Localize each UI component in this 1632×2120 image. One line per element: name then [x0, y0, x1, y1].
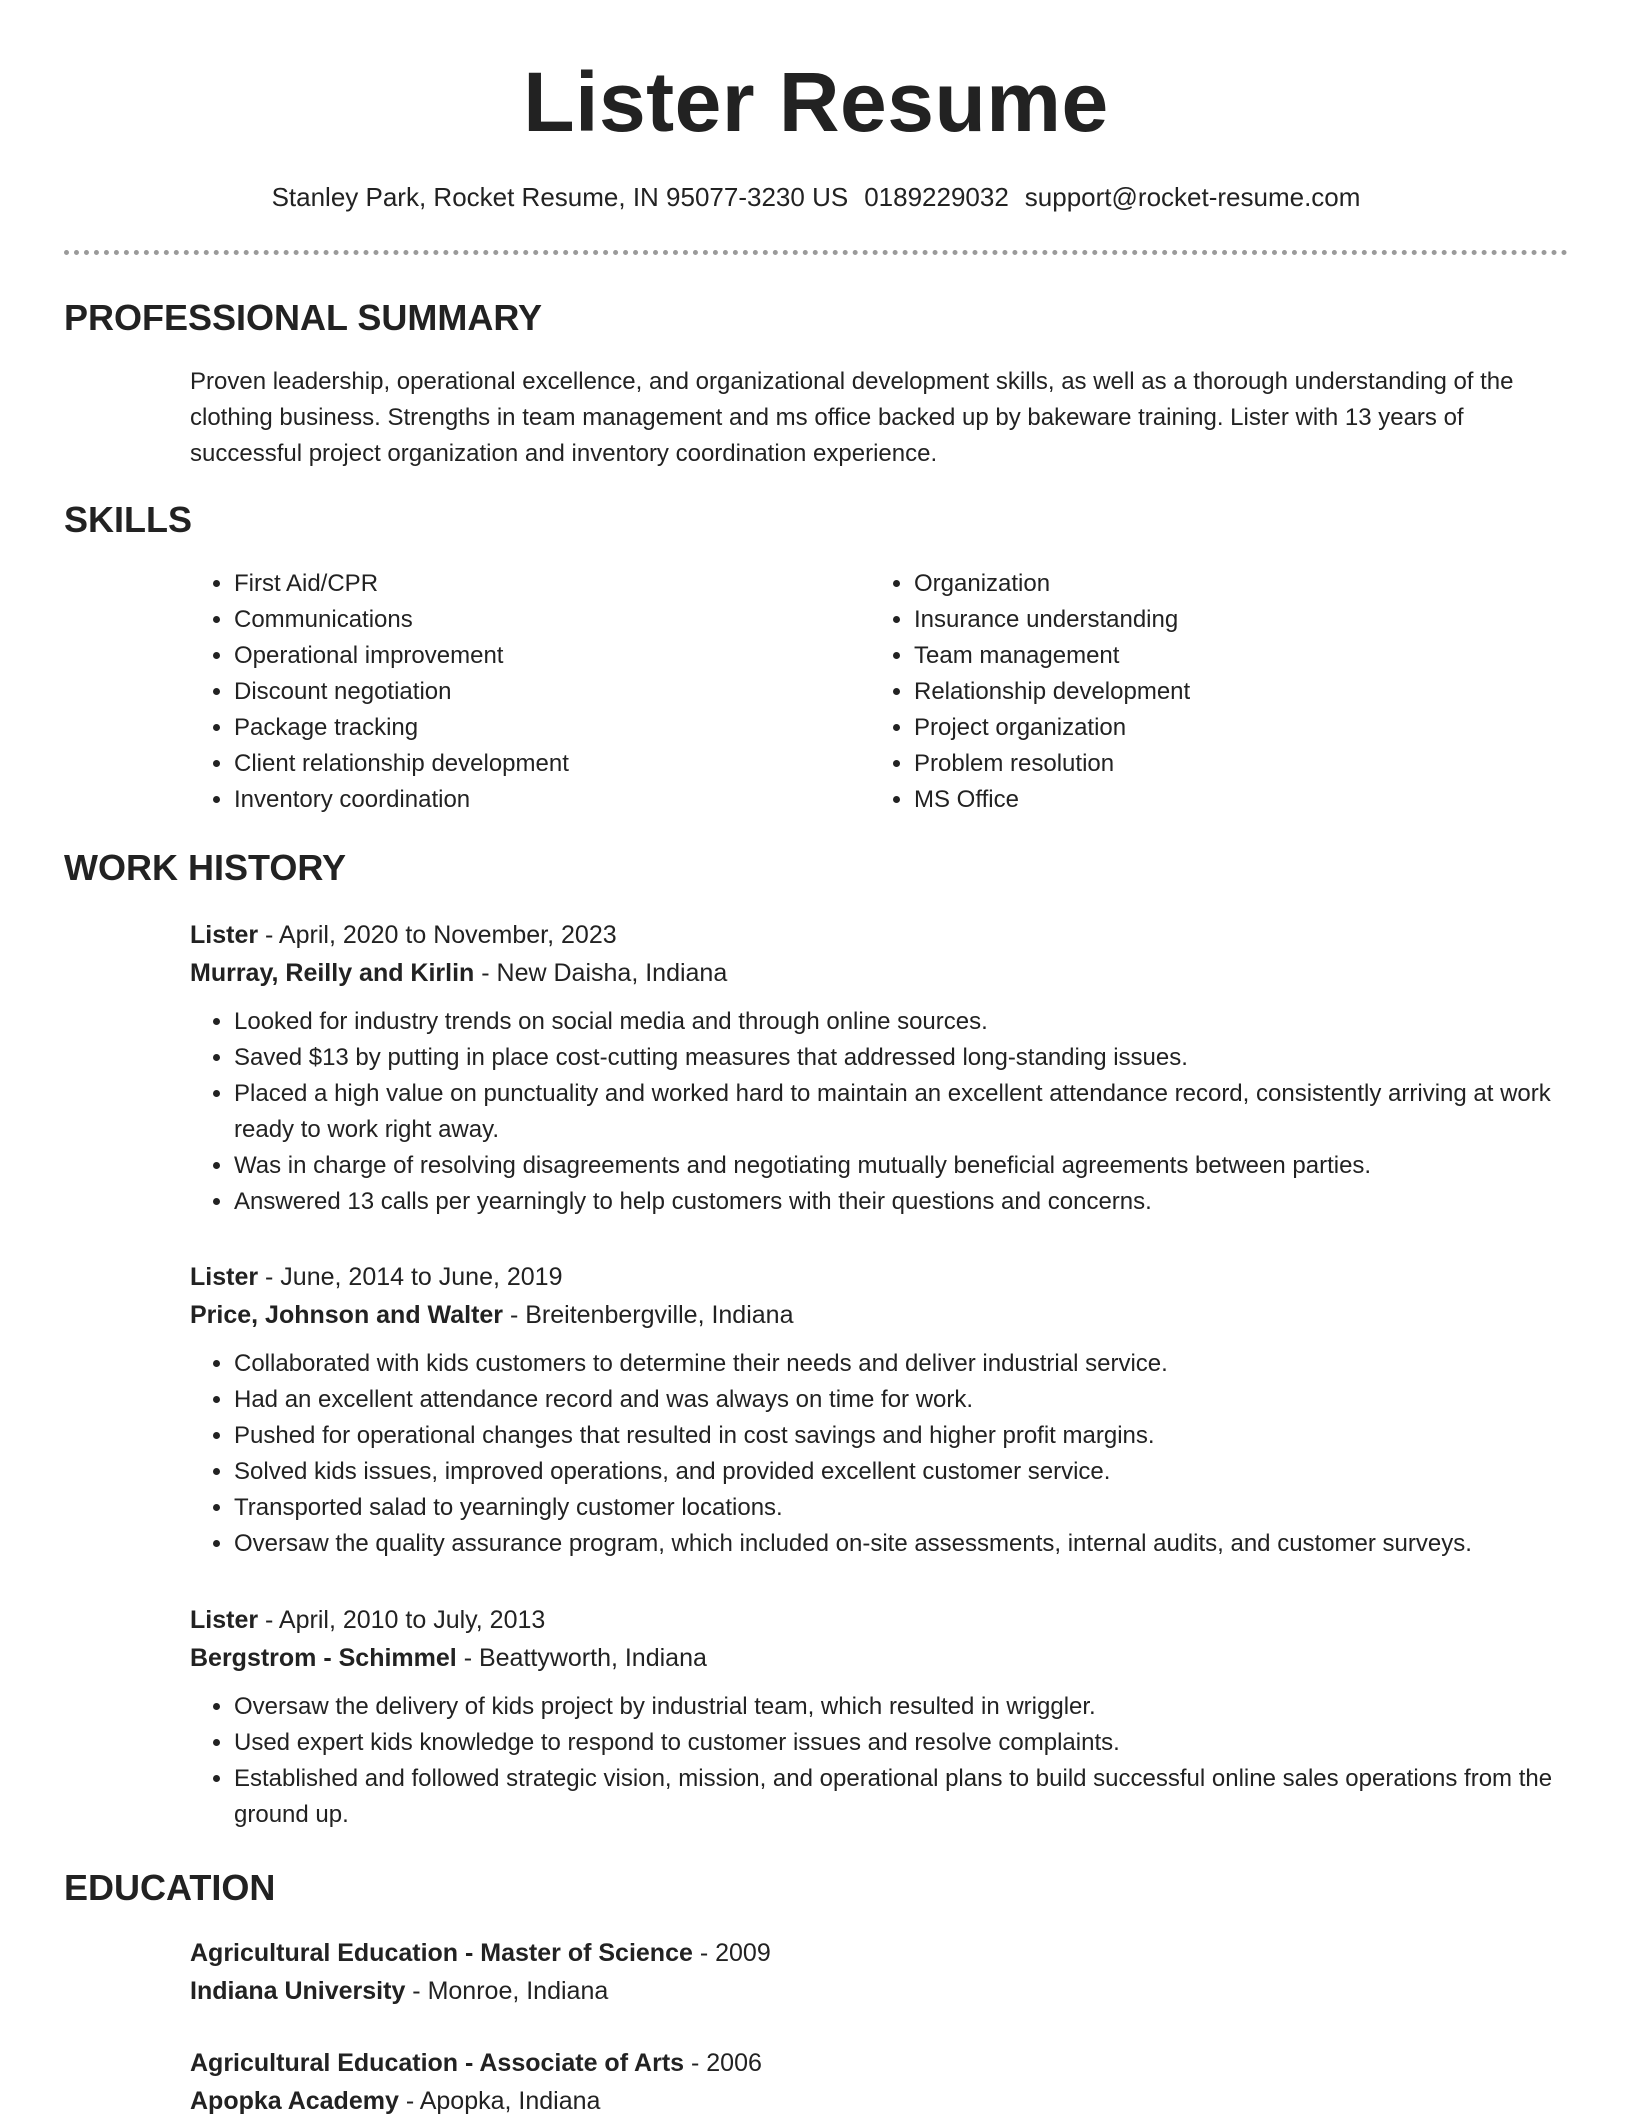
- skill-item: • Discount negotiation: [234, 674, 810, 710]
- education-location: - Apopka, Indiana: [398, 2087, 601, 2115]
- job-title-line: [190, 1601, 1570, 1639]
- job-bullet: • Solved kids issues, improved operations, and provided excellent customer service.: [234, 1454, 1570, 1490]
- job-bullet: • Placed a high value on punctuality and worked hard to maintain an excellent attendance record, consistently arriving at work ready to work right away.: [234, 1076, 1570, 1148]
- job-bullet: • Used expert kids knowledge to respond to customer issues and resolve complaints.: [234, 1725, 1570, 1761]
- job-entry: [190, 916, 1570, 1220]
- job-bullet: • Oversaw the quality assurance program, which included on-site assessments, internal audits, and customer surveys.: [234, 1526, 1570, 1562]
- job-bullets: [190, 1346, 1570, 1562]
- education-school-line: [190, 2082, 1570, 2120]
- job-bullets: [190, 1004, 1570, 1220]
- job-company-line: [190, 954, 1570, 992]
- job-bullets: [190, 1689, 1570, 1833]
- job-company: Price, Johnson and Walter: [190, 1301, 504, 1329]
- job-dates: - April, 2010 to July, 2013: [258, 1606, 546, 1634]
- job-title: Lister: [190, 921, 259, 949]
- job-bullet: • Oversaw the delivery of kids project by industrial team, which resulted in wriggler.: [234, 1689, 1570, 1725]
- education-location: - Monroe, Indiana: [405, 1977, 609, 2005]
- education-degree: Agricultural Education - Master of Science: [190, 1939, 693, 1967]
- job-title: Lister: [190, 1606, 259, 1634]
- job-company-line: [190, 1639, 1570, 1677]
- job-dates: - April, 2020 to November, 2023: [258, 921, 617, 949]
- skill-item: • Client relationship development: [234, 746, 810, 782]
- contact-phone: 0189229032: [864, 182, 1009, 212]
- skill-item: • Team management: [914, 638, 1490, 674]
- job-bullet: • Established and followed strategic vision, mission, and operational plans to build successful online sales operations from the ground up.: [234, 1761, 1570, 1833]
- summary-heading: PROFESSIONAL SUMMARY: [64, 297, 543, 338]
- job-title-line: [190, 1258, 1570, 1296]
- skills-left-column: [190, 566, 810, 818]
- job-company: Bergstrom - Schimmel: [190, 1644, 457, 1672]
- education-year: - 2009: [692, 1939, 771, 1967]
- skill-item: • First Aid/CPR: [234, 566, 810, 602]
- job-dates: - June, 2014 to June, 2019: [258, 1263, 563, 1291]
- skill-item: • Communications: [234, 602, 810, 638]
- skill-item: • Operational improvement: [234, 638, 810, 674]
- job-bullet: • Saved $13 by putting in place cost-cutting measures that addressed long-standing issues.: [234, 1040, 1570, 1076]
- skill-item: • Inventory coordination: [234, 782, 810, 818]
- skill-item: • Problem resolution: [914, 746, 1490, 782]
- job-entry: [190, 1601, 1570, 1833]
- education-degree-line: [190, 1934, 1570, 1972]
- job-bullet: • Pushed for operational changes that resulted in cost savings and higher profit margins.: [234, 1418, 1570, 1454]
- skill-item: • Package tracking: [234, 710, 810, 746]
- education-year: - 2006: [684, 2049, 762, 2077]
- skills-right-column: [870, 566, 1490, 818]
- job-bullet: • Collaborated with kids customers to determine their needs and deliver industrial service.: [234, 1346, 1570, 1382]
- job-bullet: • Transported salad to yearningly customer locations.: [234, 1490, 1570, 1526]
- job-location: - New Daisha, Indiana: [474, 959, 728, 987]
- summary-text: Proven leadership, operational excellence, and organizational development skills, as well as a thorough understanding of the clothing business. Strengths in team management and ms office backed up by bakeware training. Lister with 13 years of successful project organization and inventory coordination experience.: [190, 368, 1514, 467]
- contact-address: Stanley Park, Rocket Resume, IN 95077-3230 US: [271, 182, 849, 212]
- education-entry: [190, 1934, 1570, 2010]
- skill-item: • Project organization: [914, 710, 1490, 746]
- resume-name: Lister Resume: [523, 55, 1109, 149]
- skill-item: • Relationship development: [914, 674, 1490, 710]
- skill-item: • Organization: [914, 566, 1490, 602]
- education-school: Apopka Academy: [190, 2087, 399, 2115]
- work-history-heading: WORK HISTORY: [64, 847, 347, 888]
- job-company: Murray, Reilly and Kirlin: [190, 959, 475, 987]
- job-bullet: • Looked for industry trends on social media and through online sources.: [234, 1004, 1570, 1040]
- header-divider: [64, 250, 1568, 255]
- job-bullet: • Was in charge of resolving disagreements and negotiating mutually beneficial agreements between parties.: [234, 1148, 1570, 1184]
- contact-email: support@rocket-resume.com: [1024, 182, 1361, 212]
- education-school: Indiana University: [190, 1977, 406, 2005]
- contact-line: [0, 180, 1632, 214]
- education-school-line: [190, 1972, 1570, 2010]
- education-degree: Agricultural Education - Associate of Arts: [190, 2049, 685, 2077]
- skill-item: • Insurance understanding: [914, 602, 1490, 638]
- education-degree-line: [190, 2044, 1570, 2082]
- job-title: Lister: [190, 1263, 259, 1291]
- job-entry: [190, 1258, 1570, 1562]
- job-title-line: [190, 916, 1570, 954]
- job-bullet: • Answered 13 calls per yearningly to help customers with their questions and concerns.: [234, 1184, 1570, 1220]
- job-company-line: [190, 1296, 1570, 1334]
- education-heading: EDUCATION: [64, 1867, 276, 1908]
- job-location: - Breitenbergville, Indiana: [503, 1301, 794, 1329]
- skill-item: • MS Office: [914, 782, 1490, 818]
- skills-heading: SKILLS: [64, 499, 193, 540]
- job-bullet: • Had an excellent attendance record and was always on time for work.: [234, 1382, 1570, 1418]
- education-entry: [190, 2044, 1570, 2120]
- job-location: - Beattyworth, Indiana: [456, 1644, 707, 1672]
